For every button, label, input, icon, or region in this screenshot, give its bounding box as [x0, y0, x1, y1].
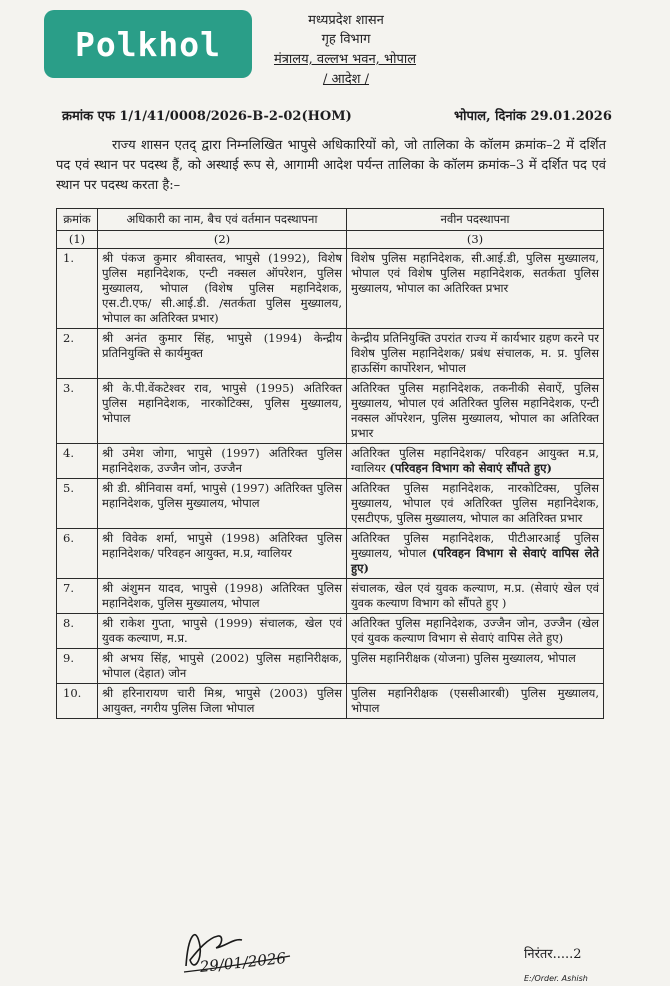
table-row — [57, 529, 604, 579]
row-serial: 1. — [57, 249, 98, 329]
watermark-text: Polkhol — [74, 24, 222, 64]
row-posting — [347, 444, 604, 479]
table-row — [57, 614, 604, 649]
table-row — [57, 379, 604, 444]
row-officer: श्री पंकज कुमार श्रीवास्तव, भापुसे (1992), विशेष पुलिस महानिदेशक, एन्टी नक्सल ऑपरेशन, पुलिस मुख्यालय, भोपाल (विशेष पुलिस महानिदेशक, एस.टी.एफ/ सी.आई.डी. /सतर्कता पुलिस मुख्यालय, भोपाल का अतिरिक्त प्रभार) — [98, 249, 347, 329]
header-address: मंत्रालय, वल्लभ भवन, भोपाल — [273, 52, 417, 67]
row-posting — [347, 684, 604, 719]
row-posting-text: अतिरिक्त पुलिस महानिदेशक, तकनीकी सेवाऐं, पुलिस मुख्यालय, भोपाल एवं अतिरिक्त पुलिस महानिदेशक, एन्टी नक्सल ऑपरेशन, पुलिस मुख्यालय, भोपाल का अतिरिक्त प्रभार — [351, 381, 599, 440]
row-posting — [347, 479, 604, 529]
table-row — [57, 649, 604, 684]
row-posting-text: अतिरिक्त पुलिस महानिदेशक, पीटीआरआई पुलिस मुख्यालय, भोपाल — [351, 531, 599, 560]
row-officer: श्री विवेक शर्मा, भापुसे (1998) अतिरिक्त पुलिस महानिदेशक/ परिवहन आयुक्त, म.प्र, ग्वालियर — [98, 529, 347, 579]
row-officer: श्री डी. श्रीनिवास वर्मा, भापुसे (1997) अतिरिक्त पुलिस महानिदेशक, पुलिस मुख्यालय, भोपाल — [98, 479, 347, 529]
row-posting — [347, 529, 604, 579]
row-posting-text: अतिरिक्त पुलिस महानिदेशक, नारकोटिक्स, पुलिस मुख्यालय, भोपाल एवं अतिरिक्त पुलिस महानिदेशक, एसटीएफ, पुलिस मुख्यालय, भोपाल का अतिरिक्त प्रभार — [351, 481, 599, 525]
row-serial: 4. — [57, 444, 98, 479]
row-serial: 2. — [57, 329, 98, 379]
order-number: क्रमांक एफ 1/1/41/0008/2026-B-2-02(HOM) — [62, 109, 352, 124]
row-posting-text: संचालक, खेल एवं युवक कल्याण, म.प्र. (सेवाएं खेल एवं युवक कल्याण विभाग को सौंपते हुए ) — [351, 581, 599, 610]
row-posting — [347, 249, 604, 329]
col-number-1: (1) — [57, 231, 98, 249]
row-serial: 9. — [57, 649, 98, 684]
row-serial: 6. — [57, 529, 98, 579]
col-number-3: (3) — [347, 231, 604, 249]
table-header-row — [57, 209, 604, 231]
row-posting — [347, 579, 604, 614]
row-posting-text: केन्द्रीय प्रतिनियुक्ति उपरांत राज्य में कार्यभार ग्रहण करने पर विशेष पुलिस महानिदेशक/ प्रबंध संचालक, म. प्र. पुलिस हाऊसिंग कार्पोरेशन, भोपाल — [351, 331, 599, 375]
table-row — [57, 249, 604, 329]
row-posting-text: अतिरिक्त पुलिस महानिदेशक/ परिवहन आयुक्त म.प्र, ग्वालियर — [351, 446, 599, 475]
row-posting-text: विशेष पुलिस महानिदेशक, सी.आई.डी, पुलिस मुख्यालय, भोपाल एवं विशेष पुलिस महानिदेशक, सतर्कता पुलिस मुख्यालय, भोपाल का अतिरिक्त प्रभार — [351, 251, 599, 295]
header-department: गृह विभाग — [321, 32, 371, 47]
row-posting-text: पुलिस महानिरीक्षक (एससीआरबी) पुलिस मुख्यालय, भोपाल — [351, 686, 599, 715]
col-number-2: (2) — [98, 231, 347, 249]
row-posting — [347, 649, 604, 684]
continued-marker: निरंतर.....2 — [524, 947, 582, 962]
row-posting — [347, 379, 604, 444]
row-officer: श्री अनंत कुमार सिंह, भापुसे (1994) केन्द्रीय प्रतिनियुक्ति से कार्यमुक्त — [98, 329, 347, 379]
header-new-posting: नवीन पदस्थापना — [347, 209, 604, 231]
table-row — [57, 444, 604, 479]
table-row — [57, 684, 604, 719]
intro-paragraph: राज्य शासन एतद् द्वारा निम्नलिखित भापुसे अधिकारियों को, जो तालिका के कॉलम क्रमांक–2 में दर्शित पद एवं स्थान पर पदस्थ हैं, को अस्थाई रूप से, आगामी आदेश पर्यन्त तालिका के कॉलम क्रमांक–3 में दर्शित पद एवं स्थान पर पदस्थ करता है:– — [56, 138, 606, 193]
row-posting-note: (परिवहन विभाग से सेवाएं वापिस लेते हुए) — [351, 546, 599, 575]
table-row — [57, 329, 604, 379]
row-officer: श्री हरिनारायण चारी मिश्र, भापुसे (2003) पुलिस आयुक्त, नगरीय पुलिस जिला भोपाल — [98, 684, 347, 719]
handwritten-signature — [178, 916, 298, 978]
column-number-row — [57, 231, 604, 249]
row-officer: श्री अंशुमन यादव, भापुसे (1998) अतिरिक्त पुलिस महानिदेशक, पुलिस मुख्यालय, भोपाल — [98, 579, 347, 614]
row-posting-text: अतिरिक्त पुलिस महानिदेशक, उज्जैन जोन, उज्जैन (खेल एवं युवक कल्याण विभाग से सेवाएं वापिस लेते हुए) — [351, 616, 599, 645]
table-row — [57, 579, 604, 614]
signature-date: 29/01/2026 — [198, 948, 287, 976]
row-officer: श्री अभय सिंह, भापुसे (2002) पुलिस महानिरीक्षक, भोपाल (देहात) जोन — [98, 649, 347, 684]
row-serial: 8. — [57, 614, 98, 649]
posting-table — [56, 208, 604, 719]
watermark-logo — [44, 10, 252, 78]
row-serial: 10. — [57, 684, 98, 719]
row-posting — [347, 614, 604, 649]
row-officer: श्री राकेश गुप्ता, भापुसे (1999) संचालक, खेल एवं युवक कल्याण, म.प्र. — [98, 614, 347, 649]
table-row — [57, 479, 604, 529]
header-serial: क्रमांक — [57, 209, 98, 231]
row-officer: श्री उमेश जोगा, भापुसे (1997) अतिरिक्त पुलिस महानिदेशक, उज्जैन जोन, उज्जैन — [98, 444, 347, 479]
order-place-date: भोपाल, दिनांक 29.01.2026 — [454, 109, 612, 124]
row-posting-note: (परिवहन विभाग को सेवाएं सौंपते हुए) — [389, 461, 552, 475]
row-serial: 5. — [57, 479, 98, 529]
file-reference: E:/Order. Ashish — [524, 974, 588, 983]
header-order-title: / आदेश / — [322, 72, 370, 87]
header-officer: अधिकारी का नाम, बैच एवं वर्तमान पदस्थापना — [98, 209, 347, 231]
row-officer: श्री के.पी.वेंकटेश्वर राव, भापुसे (1995) अतिरिक्त पुलिस महानिदेशक, नारकोटिक्स, पुलिस मुख्यालय, भोपाल — [98, 379, 347, 444]
row-posting-text: पुलिस महानिरीक्षक (योजना) पुलिस मुख्यालय, भोपाल — [351, 651, 576, 665]
row-posting — [347, 329, 604, 379]
row-serial: 7. — [57, 579, 98, 614]
header-state: मध्यप्रदेश शासन — [308, 13, 384, 28]
row-serial: 3. — [57, 379, 98, 444]
